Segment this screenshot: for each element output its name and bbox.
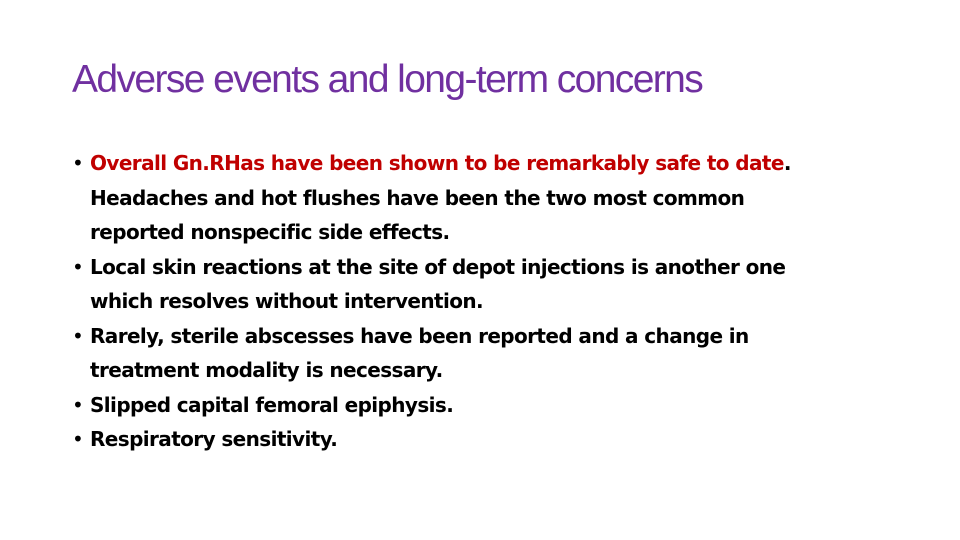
bullet-marker: • [72, 323, 84, 348]
bullet-line [90, 146, 892, 181]
highlighted-text: Overall Gn.RHas have been shown to be remarkably safe to date [90, 151, 784, 175]
bullet-line: Rarely, sterile abscesses have been reported and a change in [90, 323, 749, 348]
bullet-line: Slipped capital femoral epiphysis. [90, 392, 454, 417]
bullet-line: Respiratory sensitivity. [90, 427, 338, 451]
bullet-item-respiratory [72, 422, 892, 457]
bullet-marker: • [72, 392, 84, 417]
bullet-item-skin-reactions [72, 250, 892, 319]
bullet-line: treatment modality is necessary. [90, 358, 443, 382]
bullet-text: . [783, 151, 791, 175]
bullet-line: Local skin reactions at the site of depot injections is another one [90, 254, 786, 279]
bullet-line: Headaches and hot flushes have been the two most common [90, 185, 745, 210]
slide-title: Adverse events and long-term concerns [72, 58, 703, 101]
bullet-marker: • [72, 427, 84, 451]
bullet-item-safety [72, 146, 892, 250]
bullet-marker: • [72, 254, 84, 279]
bullet-marker: • [72, 151, 84, 175]
bullet-item-epiphysis [72, 388, 892, 423]
bullet-line: reported nonspecific side effects. [90, 220, 450, 244]
bullet-line: which resolves without intervention. [90, 289, 483, 313]
bullet-item-abscesses [72, 319, 892, 388]
bullet-list [72, 146, 892, 457]
